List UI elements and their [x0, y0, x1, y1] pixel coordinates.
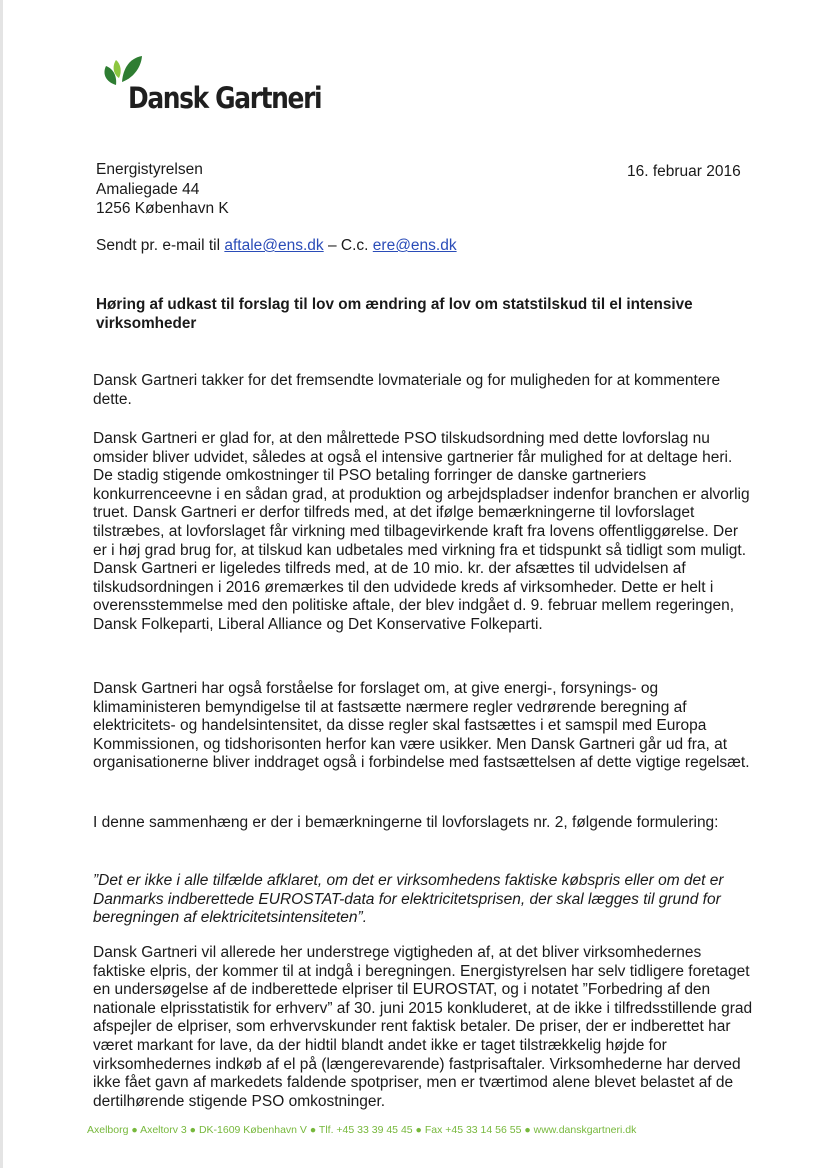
paragraph-2	[93, 430, 753, 635]
paragraph-text: Dansk Gartneri er glad for, at den målrettede PSO tilskudsordning med dette lovforslag nu omsider bliver udvidet, således at også el intensive gartnerier får mulighed for at deltage heri. De stadig stigende omkostninger til PSO betaling forringer de danske gartneriers konkurrenceevne i en sådan grad, at produktion og arbejdspladser indenfor branchen er alvorlig truet. Dansk Gartneri er derfor tilfreds med, at det ifølge bemærkningerne til lovforslaget tilstræbes, at lovforslaget får virkning med tilbagevirkende kraft fra lovens offentliggørelse. Der er i høj grad brug for, at tilskud kan udbetales med virkning fra et tidspunkt så tidligt som muligt. Dansk Gartneri er ligeledes tilfreds med, at de 10 mio. kr. der afsættes til udvidelsen af tilskudsordningen i 2016 øremærkes til den udvidede kreds af virksomheder. Dette er helt i overensstemmelse med den politiske aftale, der blev indgået d. 9. februar mellem regeringen, Dansk Folkeparti, Liberal Alliance og Det Konservative Folkeparti.	[93, 430, 750, 633]
footer-website[interactable]: www.danskgartneri.dk	[533, 1124, 637, 1136]
sent-prefix: Sendt pr. e-mail til	[96, 237, 225, 254]
sent-line	[96, 236, 457, 256]
paragraph-5	[93, 944, 753, 1111]
email-link-aftale[interactable]: aftale@ens.dk	[224, 237, 324, 254]
footer-phone: Tlf. +45 33 39 45 45	[318, 1124, 413, 1136]
quoted-passage	[93, 872, 753, 928]
sent-cc: – C.c.	[323, 237, 373, 254]
paragraph-1	[93, 372, 753, 409]
paragraph-3	[93, 680, 753, 773]
separator-dot: ●	[415, 1124, 422, 1136]
letter-date: 16. februar 2016	[627, 163, 741, 180]
recipient-name: Energistyrelsen	[96, 161, 203, 178]
dansk-gartneri-logo	[100, 52, 322, 122]
paragraph-4	[93, 814, 753, 833]
separator-dot: ●	[524, 1124, 531, 1136]
logo-wordmark: Dansk Gartneri	[128, 81, 322, 115]
paragraph-text: Dansk Gartneri har også forståelse for forslaget om, at give energi-, forsynings- og klimaministeren bemyndigelse til at fastsætte nærmere regler vedrørende beregning af elektricitets- og handelsintensitet, da disse regler skal fastsættes i et samspil med Europa Kommissionen, og tidshorisonten herfor kan være usikker. Men Dansk Gartneri går ud fra, at organisationerne bliver inddraget også i forbindelse med fastsættelsen af dette vigtige regelsæt.	[93, 680, 750, 772]
recipient-city: 1256 København K	[96, 200, 229, 217]
letter-subject: Høring af udkast til forslag til lov om ændring af lov om statstilskud til el intensive virksomheder	[96, 296, 693, 332]
letterhead-footer	[87, 1124, 747, 1136]
footer-address: Axelborg	[87, 1124, 129, 1136]
quote-text: ”Det er ikke i alle tilfælde afklaret, om det er virksomhedens faktiske købspris eller om det er Danmarks indberettede EUROSTAT-data for elektricitetsprisen, der skal lægges til grund for beregningen af elektricitetsintensiteten”.	[93, 872, 724, 927]
recipient-street: Amaliegade 44	[96, 180, 200, 198]
scan-edge	[0, 0, 3, 1168]
paragraph-text: Dansk Gartneri vil allerede her understrege vigtigheden af, at det bliver virksomhedernes faktiske elpris, der kommer til at indgå i beregningen. Energistyrelsen har selv tidligere foretaget en undersøgelse af de indberettede elpriser til EUROSTAT, og i notatet ”Forbedring af den nationale elprisstatistik for erhverv” af 30. juni 2015 konkluderet, at de ikke i tilfredsstillende grad afspejler de elpriser, som erhvervskunder rent faktisk betaler. De priser, der er indberettet har været markant for lave, da der hidtil blandt andet ikke er taget tilstrækkelig højde for virksomhedernes indkøb af el på (længerevarende) fastprisaftaler. Virksomhederne har derved ikke fået gavn af markedets faldende spotpriser, men er tværtimod alene blevet belastet af de dertilhørende stigende PSO omkostninger.	[93, 944, 753, 1110]
footer-fax: Fax +45 33 14 56 55	[424, 1124, 522, 1136]
paragraph-text: Dansk Gartneri takker for det fremsendte lovmateriale og for muligheden for at kommentere dette.	[93, 372, 721, 408]
email-link-ere[interactable]: ere@ens.dk	[372, 237, 457, 254]
recipient-address	[96, 160, 229, 219]
separator-dot: ●	[189, 1124, 197, 1136]
separator-dot: ●	[309, 1124, 317, 1136]
footer-street: Axeltorv 3	[140, 1124, 187, 1136]
footer-city: DK-1609 København V	[198, 1124, 307, 1136]
paragraph-text: I denne sammenhæng er der i bemærkningerne til lovforslagets nr. 2, følgende formulering:	[93, 814, 719, 831]
separator-dot: ●	[131, 1124, 138, 1136]
